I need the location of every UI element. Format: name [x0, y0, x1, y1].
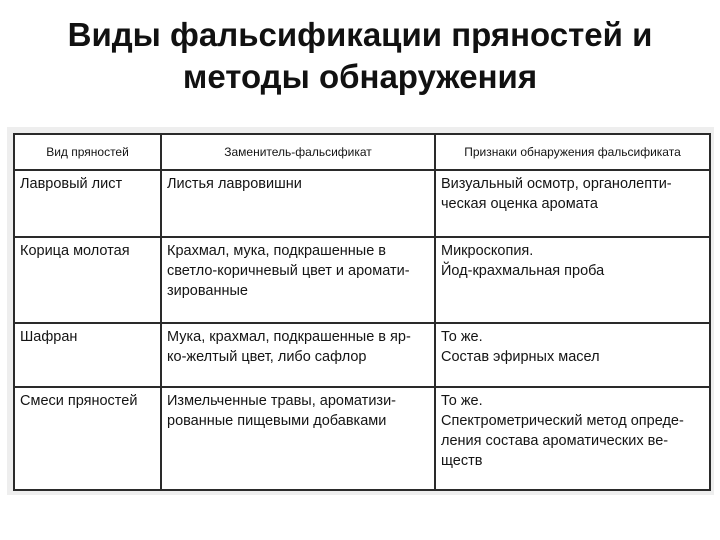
cell-line: Состав эфирных масел: [441, 348, 600, 365]
table-row: [14, 323, 710, 388]
cell-line: рованные пищевыми добавками: [167, 413, 387, 430]
cell-line: ществ: [441, 453, 483, 470]
cell-line: ления состава ароматических ве-: [441, 433, 669, 450]
column-header-detection-signs: Признаки обнаружения фальсификата: [435, 134, 710, 170]
cell-substitute: [161, 170, 435, 237]
cell-detection-signs: [435, 170, 710, 237]
cell-spice-type: [14, 387, 161, 490]
title-line-1: Виды фальсификации пряностей и: [67, 16, 653, 53]
cell-line: Микроскопия.: [441, 242, 534, 259]
cell-line: Листья лавровишни: [167, 176, 302, 192]
cell-spice-type: [14, 323, 161, 388]
cell-line: Смеси пряностей: [20, 393, 138, 410]
cell-line: зированные: [167, 282, 248, 299]
cell-substitute: [161, 237, 435, 323]
title-line-2: методы обнаружения: [182, 58, 538, 95]
cell-line: Визуальный осмотр, органолепти-: [441, 176, 672, 192]
column-header-spice-type: Вид пряностей: [14, 134, 161, 170]
table-row: [14, 170, 710, 237]
cell-line: Йод-крахмальная проба: [441, 262, 605, 279]
falsification-table-image: [7, 127, 714, 495]
slide-title: [0, 14, 720, 98]
cell-line: Мука, крахмал, подкрашенные в яр-: [167, 328, 411, 345]
cell-line: Шафран: [20, 328, 78, 345]
table-header-row: [14, 134, 710, 170]
cell-line: Измельченные травы, ароматизи-: [167, 393, 396, 410]
cell-line: То же.: [441, 328, 483, 345]
cell-line: светло-коричневый цвет и аромати-: [167, 262, 410, 279]
cell-line: То же.: [441, 393, 483, 410]
cell-spice-type: [14, 170, 161, 237]
cell-line: Спектрометрический метод опреде-: [441, 413, 684, 430]
cell-line: ческая оценка аромата: [441, 196, 598, 212]
cell-detection-signs: [435, 237, 710, 323]
table-row: [14, 237, 710, 323]
falsification-table: [13, 133, 711, 491]
cell-line: ко-желтый цвет, либо сафлор: [167, 348, 367, 365]
cell-spice-type: [14, 237, 161, 323]
cell-detection-signs: [435, 323, 710, 388]
table-row: [14, 387, 710, 490]
cell-detection-signs: [435, 387, 710, 490]
cell-line: Корица молотая: [20, 242, 130, 259]
cell-substitute: [161, 387, 435, 490]
cell-line: Лавровый лист: [20, 176, 123, 192]
cell-substitute: [161, 323, 435, 388]
column-header-substitute: Заменитель-фальсификат: [161, 134, 435, 170]
cell-line: Крахмал, мука, подкрашенные в: [167, 242, 387, 259]
